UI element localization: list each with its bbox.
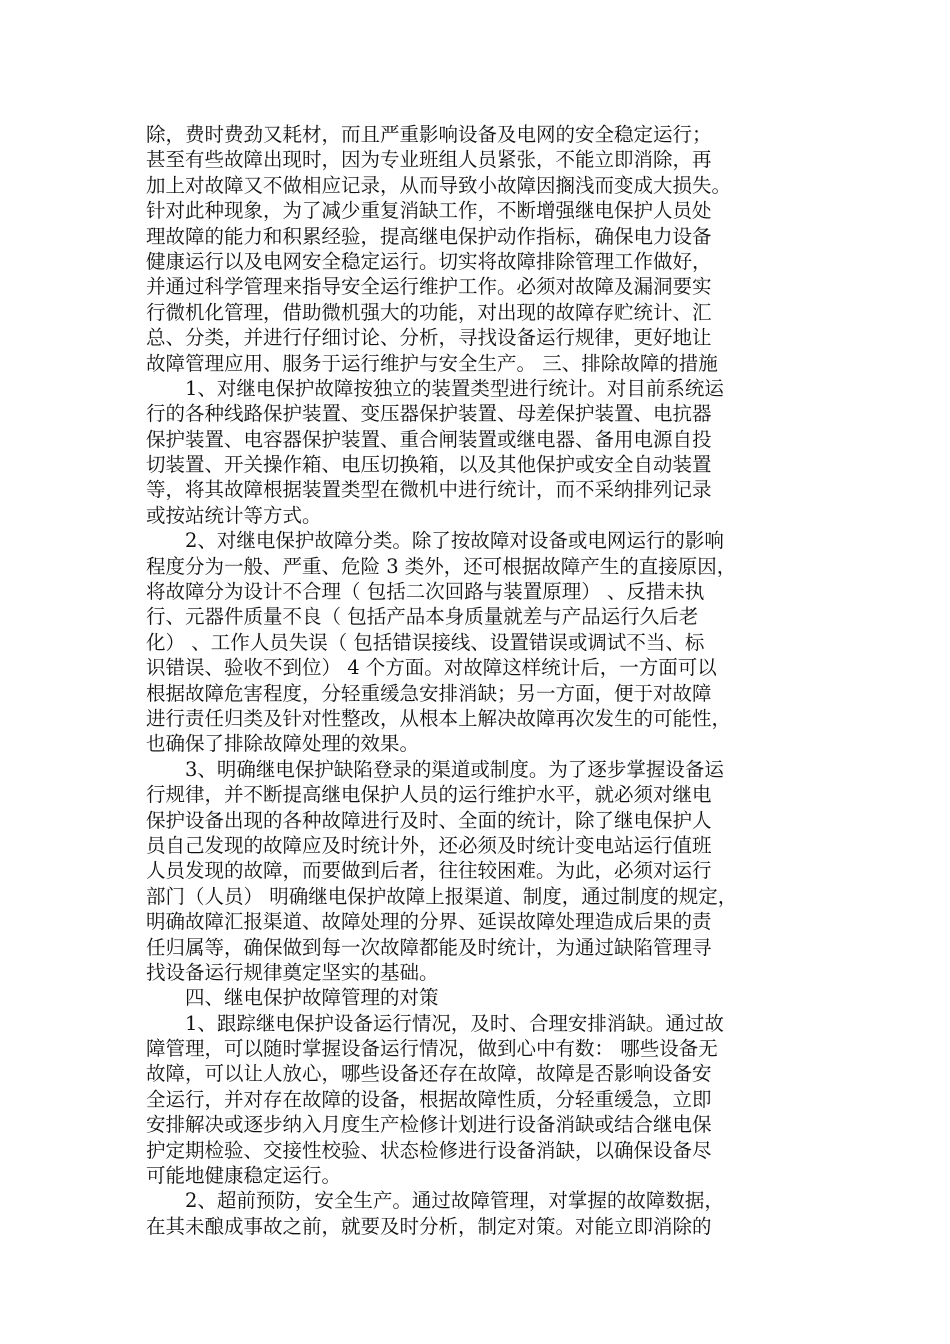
- text-line: 等，将其故障根据装置类型在微机中进行统计，而不采纳排列记录: [146, 478, 712, 502]
- text-line: 将故障分为设计不合理（ 包括二次回路与装置原理） 、反措未执: [146, 580, 705, 604]
- text-line: 四、继电保护故障管理的对策: [146, 986, 439, 1010]
- text-line: 除，费时费劲又耗材，而且严重影响设备及电网的安全稳定运行；: [146, 123, 712, 146]
- text-line: 程度分为一般、严重、危险 3 类外，还可根据故障产生的直接原因，: [146, 554, 737, 578]
- text-line: 2、超前预防，安全生产。通过故障管理，对掌握的故障数据，: [146, 1189, 724, 1213]
- text-line: 故障，可以让人放心，哪些设备还存在故障，故障是否影响设备安: [146, 1062, 712, 1086]
- text-line: 护定期检验、交接性校验、状态检修进行设备消缺，以确保设备尽: [146, 1138, 712, 1162]
- text-line: 加上对故障又不做相应记录，从而导致小故障因搁浅而变成大损失。: [146, 173, 732, 197]
- text-line: 并通过科学管理来指导安全运行维护工作。必须对故障及漏洞要实: [146, 275, 712, 299]
- text-line: 可能地健康稳定运行。: [146, 1164, 342, 1188]
- document-body: [146, 122, 814, 1239]
- text-line: 任归属等，确保做到每一次故障都能及时统计，为通过缺陷管理寻: [146, 935, 712, 959]
- text-line: 根据故障危害程度，分轻重缓急安排消缺；另一方面，便于对故障: [146, 681, 712, 705]
- text-line: 保护设备出现的各种故障进行及时、全面的统计，除了继电保护人: [146, 808, 712, 832]
- text-line: 1、跟踪继电保护设备运行情况，及时、合理安排消缺。通过故: [146, 1011, 724, 1035]
- text-line: 健康运行以及电网安全稳定运行。切实将故障排除管理工作做好，: [146, 249, 712, 273]
- text-line: 人员发现的故障，而要做到后者，往往较困难。为此，必须对运行: [146, 859, 712, 883]
- text-line: 行规律，并不断提高继电保护人员的运行维护水平，就必须对继电: [146, 783, 712, 807]
- text-line: 甚至有些故障出现时，因为专业班组人员紧张，不能立即消除，再: [146, 148, 712, 172]
- text-line: 进行责任归类及针对性整改，从根本上解决故障再次发生的可能性，: [146, 706, 732, 730]
- text-line: 识错误、验收不到位） 4 个方面。对故障这样统计后，一方面可以: [146, 656, 717, 680]
- text-line: 找设备运行规律奠定坚实的基础。: [146, 960, 439, 984]
- text-line: 3、明确继电保护缺陷登录的渠道或制度。为了逐步掌握设备运: [146, 757, 724, 781]
- text-line: 行微机化管理，借助微机强大的功能，对出现的故障存贮统计、汇: [146, 300, 712, 324]
- text-line: 明确故障汇报渠道、故障处理的分界、延误故障处理造成后果的责: [146, 910, 712, 934]
- text-line: 也确保了排除故障处理的效果。: [146, 732, 420, 756]
- text-line: 化） 、工作人员失误（ 包括错误接线、设置错误或调试不当、标: [146, 630, 705, 654]
- text-line: 行的各种线路保护装置、变压器保护装置、母差保护装置、电抗器: [146, 402, 712, 426]
- text-line: 针对此种现象，为了减少重复消缺工作，不断增强继电保护人员处: [146, 199, 712, 223]
- text-line: 理故障的能力和积累经验，提高继电保护动作指标，确保电力设备: [146, 224, 712, 248]
- text-line: 全运行，并对存在故障的设备，根据故障性质，分轻重缓急，立即: [146, 1087, 712, 1111]
- text-line: 行、元器件质量不良（ 包括产品本身质量就差与产品运行久后老: [146, 605, 699, 629]
- text-line: 1、对继电保护故障按独立的装置类型进行统计。对目前系统运: [146, 376, 724, 400]
- text-line: 保护装置、电容器保护装置、重合闸装置或继电器、备用电源自投: [146, 427, 712, 451]
- text-line: 部门（人员） 明确继电保护故障上报渠道、制度，通过制度的规定，: [146, 884, 738, 908]
- text-line: 2、对继电保护故障分类。除了按故障对设备或电网运行的影响: [146, 529, 724, 553]
- text-line: 切装置、开关操作箱、电压切换箱，以及其他保护或安全自动装置: [146, 453, 712, 477]
- text-line: 在其未酿成事故之前，就要及时分析，制定对策。对能立即消除的: [146, 1214, 712, 1238]
- text-line: 故障管理应用、服务于运行维护与安全生产。 三、排除故障的措施: [146, 351, 718, 375]
- text-line: 总、分类，并进行仔细讨论、分析，寻找设备运行规律，更好地让: [146, 326, 712, 350]
- text-line: 员自己发现的故障应及时统计外，还必须及时统计变电站运行值班: [146, 833, 712, 857]
- text-line: 障管理，可以随时掌握设备运行情况，做到心中有数： 哪些设备无: [146, 1037, 718, 1061]
- text-line: 或按站统计等方式。: [146, 503, 322, 527]
- text-line: 安排解决或逐步纳入月度生产检修计划进行设备消缺或结合继电保: [146, 1113, 712, 1137]
